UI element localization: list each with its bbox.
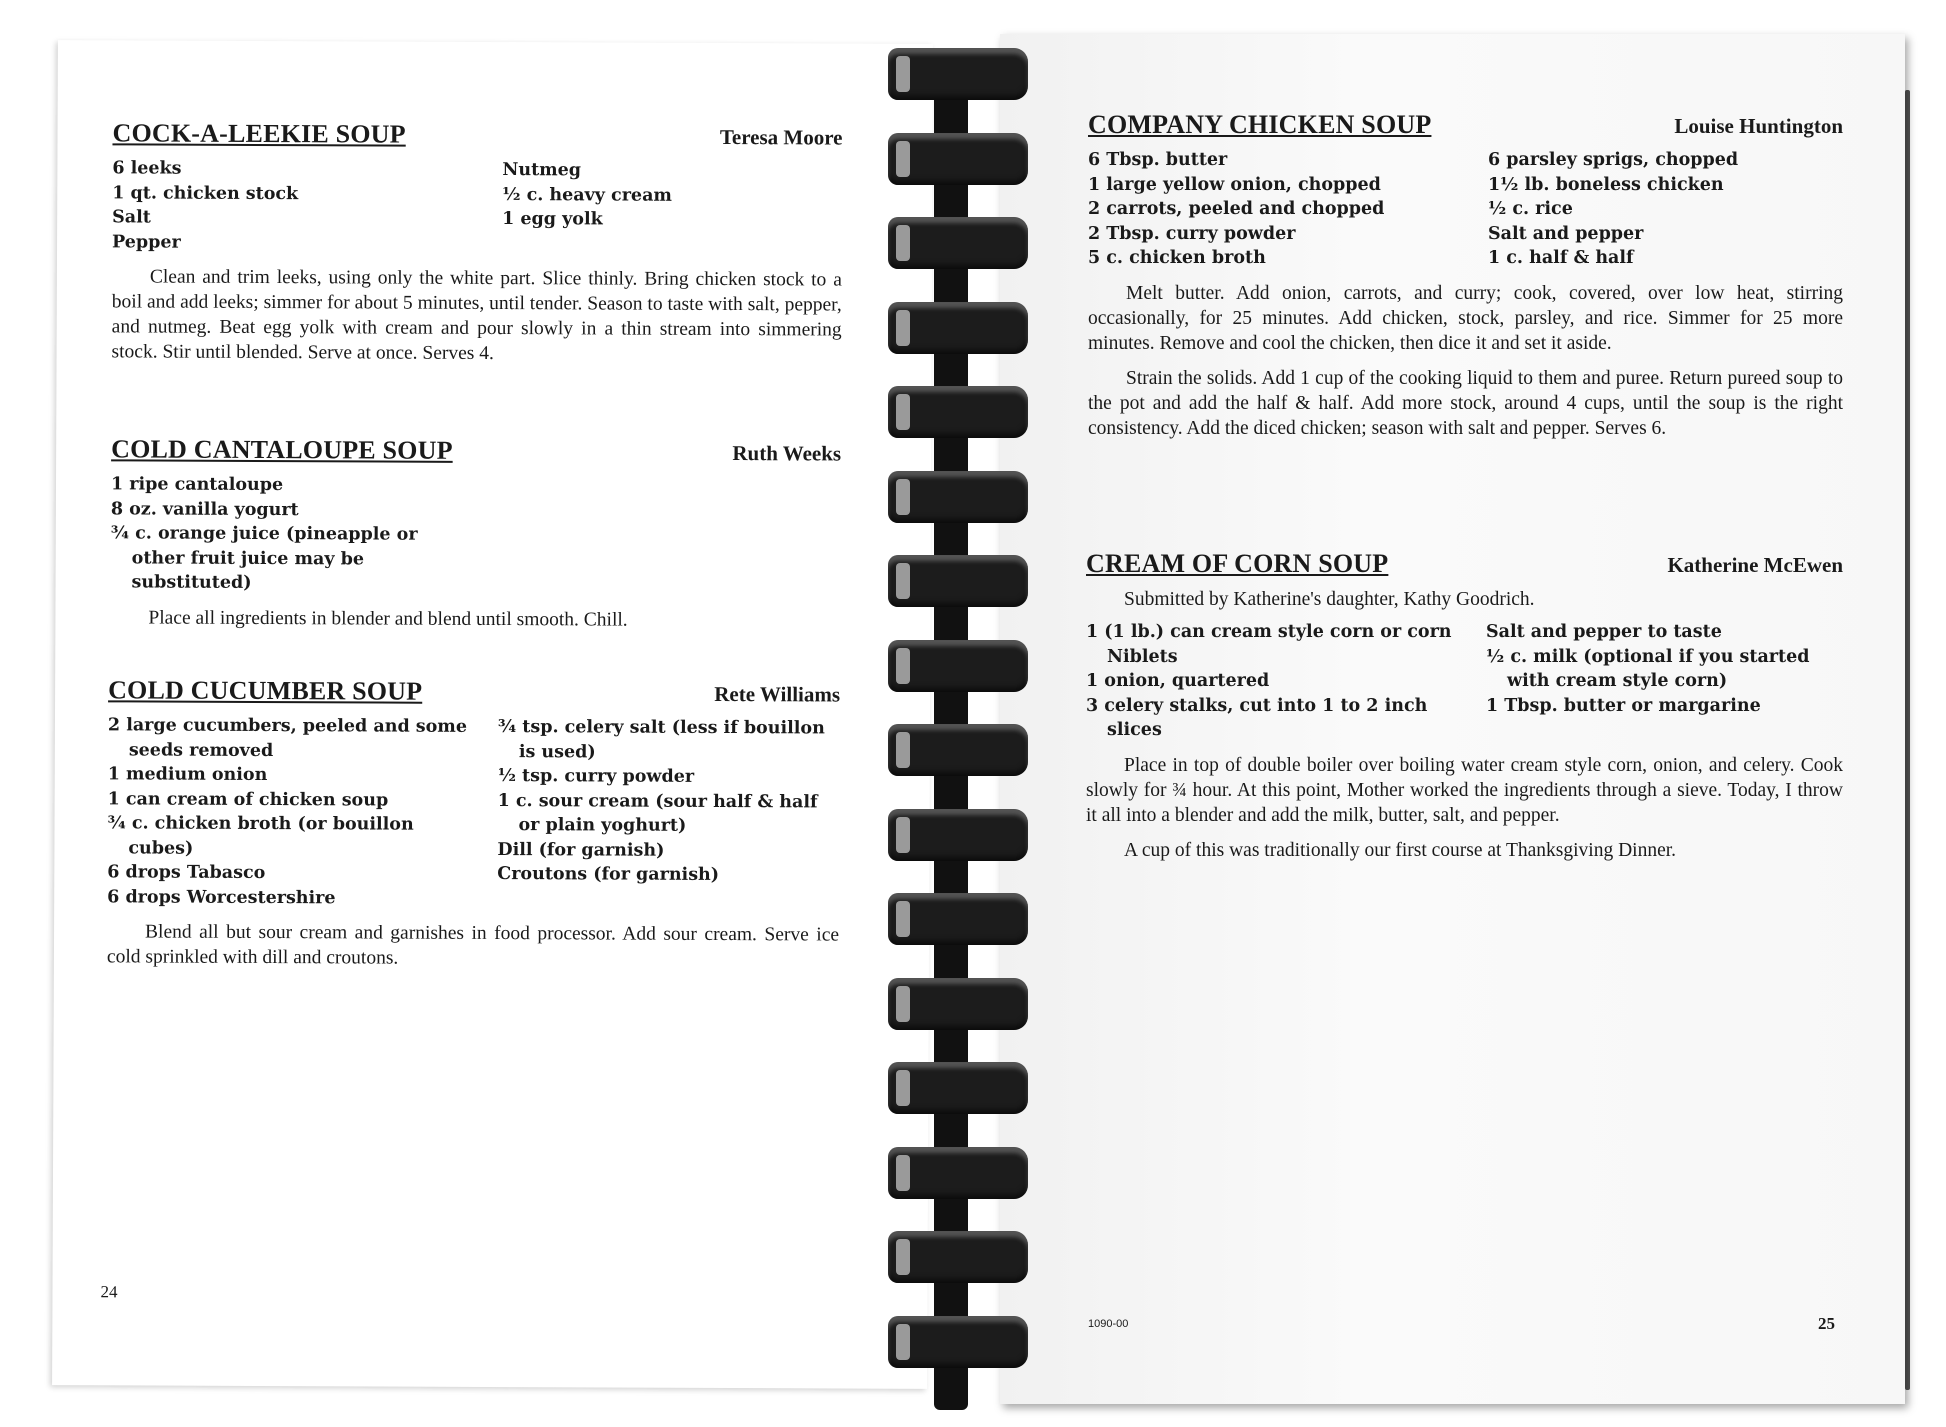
recipe-header [1086, 549, 1843, 579]
binding-coil [888, 978, 1028, 1030]
recipe-header [108, 675, 840, 708]
page-number: 25 [1818, 1314, 1835, 1333]
recipe-header [1088, 110, 1843, 140]
binding-coil [888, 1147, 1028, 1199]
ingredient: 1 medium onion [107, 764, 268, 786]
recipe-instructions: Place in top of double boiler over boiling water cream style corn, onion, and celery. Cook slowly for ¾ hour. At this point, Mother worked the ingredients through a sieve. Today, I throw it all into a blender and add the milk, butter, salt, and pepper. [1086, 754, 1843, 826]
recipe-cream-of-corn [1086, 549, 1843, 863]
page-number: 24 [100, 1282, 118, 1302]
binding-coil [888, 640, 1028, 692]
ingredient-list [107, 713, 840, 912]
ingredient-column-2 [1488, 148, 1838, 271]
ingredient: 1 ripe cantaloupe [110, 474, 284, 496]
recipe-author: Katherine McEwen [1667, 553, 1843, 577]
ingredient: 2 Tbsp. curry powder [1088, 223, 1296, 244]
recipe-title: COMPANY CHICKEN SOUP [1088, 110, 1432, 139]
ingredient: Nutmeg [502, 160, 582, 181]
recipe-instructions: Blend all but sour cream and garnishes in food processor. Add sour cream. Serve ice cold sprinkled with dill and croutons. [106, 921, 840, 969]
print-code: 1090-00 [1088, 1318, 1129, 1330]
binding-coil [888, 1062, 1028, 1114]
ingredient: 1 onion, quartered [1086, 671, 1270, 691]
ingredient: 3 celery stalks, cut into 1 to 2 inch slices [1086, 695, 1428, 740]
ingredient-column-2 [497, 715, 828, 912]
ingredient: 6 Tbsp. butter [1088, 150, 1228, 170]
ingredient: 6 leeks [112, 158, 182, 179]
ingredient: 6 parsley sprigs, chopped [1488, 150, 1739, 170]
ingredient: ¾ c. orange juice (pineapple or other fruit juice may be substituted) [110, 523, 418, 593]
binding-coil [888, 555, 1028, 607]
recipe-instructions: Clean and trim leeks, using only the white part. Slice thinly. Bring chicken stock to a boil and add leeks; simmer for about 5 minutes, until tender. Season to taste with salt, pepper, and nutmeg. Beat egg yolk with cream and pour slowly in a thin stream into simmering stock. Stir until blended. Serve at once. Serves 4. [111, 266, 842, 365]
right-page [1000, 34, 1905, 1404]
binding-coil [888, 1316, 1028, 1368]
ingredient: ½ c. milk (optional if you started with cream style corn) [1486, 646, 1810, 691]
ingredient-column-1 [107, 713, 498, 911]
ingredient: Dill (for garnish) [497, 839, 665, 861]
ingredient: Salt and pepper [1488, 223, 1644, 244]
ingredient-column-1 [1086, 620, 1486, 743]
recipe-author: Teresa Moore [719, 124, 843, 150]
recipe-header [112, 118, 842, 151]
binding-coil [888, 809, 1028, 861]
ingredient: ½ c. heavy cream [502, 184, 672, 206]
binding-coil [888, 217, 1028, 269]
ingredient: ½ tsp. curry powder [497, 766, 695, 787]
binding-coil [888, 1231, 1028, 1283]
ingredient-column-2 [502, 158, 832, 257]
ingredient-column-1 [112, 156, 502, 256]
recipe-instructions: Place all ingredients in blender and blend until smooth. Chill. [148, 606, 628, 631]
binding-coil [888, 386, 1028, 438]
ingredient: 1 c. half & half [1488, 248, 1634, 268]
recipe-title: COLD CUCUMBER SOUP [108, 675, 423, 706]
ingredient: 1 Tbsp. butter or margarine [1486, 695, 1761, 716]
recipe-author: Ruth Weeks [732, 441, 842, 466]
binding-coil [888, 893, 1028, 945]
ingredient: 1 qt. chicken stock [112, 182, 299, 204]
ingredient: ½ c. rice [1488, 199, 1573, 219]
ingredient: 6 drops Tabasco [107, 862, 266, 884]
recipe-header [111, 434, 841, 467]
ingredient: Salt [112, 207, 151, 228]
ingredient-list [1088, 148, 1843, 271]
page-edge-shadow [1905, 90, 1910, 1390]
binding-coil [888, 471, 1028, 523]
binding-coil [888, 302, 1028, 354]
ingredient: 6 drops Worcestershire [107, 886, 336, 908]
recipe-author: Louise Huntington [1674, 114, 1843, 138]
recipe-instructions: A cup of this was traditionally our first course at Thanksgiving Dinner. [1124, 839, 1677, 861]
ingredient-list [1086, 620, 1843, 743]
ingredient: 1 can cream of chicken soup [107, 788, 389, 811]
binding-coil [888, 133, 1028, 185]
ingredient: Croutons (for garnish) [497, 864, 720, 885]
ingredient: 1 large yellow onion, chopped [1088, 174, 1381, 195]
ingredient-list [111, 472, 842, 598]
ingredient: ¾ tsp. celery salt (less if bouillon is used) [497, 717, 825, 762]
recipe-title: COLD CANTALOUPE SOUP [111, 434, 453, 465]
recipe-company-chicken [1088, 110, 1843, 441]
recipe-cock-a-leekie [112, 118, 843, 367]
ingredient: 1 egg yolk [502, 209, 603, 230]
left-page [52, 40, 933, 1389]
ingredient-list [112, 156, 842, 257]
recipe-author: Rete Williams [714, 681, 841, 707]
recipe-instructions: Melt butter. Add onion, carrots, and curry; cook, covered, over low heat, stirring occasionally, for 25 minutes. Add chicken, stock, parsley, and rice. Simmer for 25 more minutes. Remove and cool the chicken, then dice it and set it aside. [1088, 282, 1843, 354]
binding-coil [888, 48, 1028, 100]
ingredient: 2 carrots, peeled and chopped [1088, 199, 1385, 219]
ingredient: 1 (1 lb.) can cream style corn or corn Niblets [1086, 622, 1452, 667]
recipe-cold-cantaloupe [110, 434, 841, 633]
spiral-binding [878, 30, 1038, 1410]
ingredient: 1 c. sour cream (sour half & half or plain yoghurt) [497, 790, 818, 836]
ingredient: 5 c. chicken broth [1088, 248, 1266, 268]
ingredient-column-2 [1486, 620, 1836, 743]
ingredient: Salt and pepper to taste [1486, 622, 1722, 642]
recipe-note: Submitted by Katherine's daughter, Kathy Goodrich. [1124, 589, 1535, 610]
binding-coil [888, 724, 1028, 776]
ingredient: Pepper [112, 231, 181, 253]
ingredient-column-1 [1088, 148, 1488, 271]
recipe-title: CREAM OF CORN SOUP [1086, 549, 1389, 578]
ingredient: 1½ lb. boneless chicken [1488, 174, 1724, 195]
ingredient: 8 oz. vanilla yogurt [110, 498, 299, 520]
recipe-cold-cucumber [107, 675, 840, 972]
recipe-instructions: Strain the solids. Add 1 cup of the cooking liquid to them and puree. Return pureed soup to the pot and add the half & half. Add more stock, around 4 cups, until the soup is the right consistency. Add the diced chicken; season with salt and pepper. Serves 6. [1088, 367, 1843, 439]
recipe-title: COCK-A-LEEKIE SOUP [112, 118, 406, 149]
ingredient: ¾ c. chicken broth (or bouillon cubes) [107, 813, 414, 859]
ingredient-column-1 [111, 472, 457, 596]
ingredient: 2 large cucumbers, peeled and some seeds removed [107, 715, 468, 761]
